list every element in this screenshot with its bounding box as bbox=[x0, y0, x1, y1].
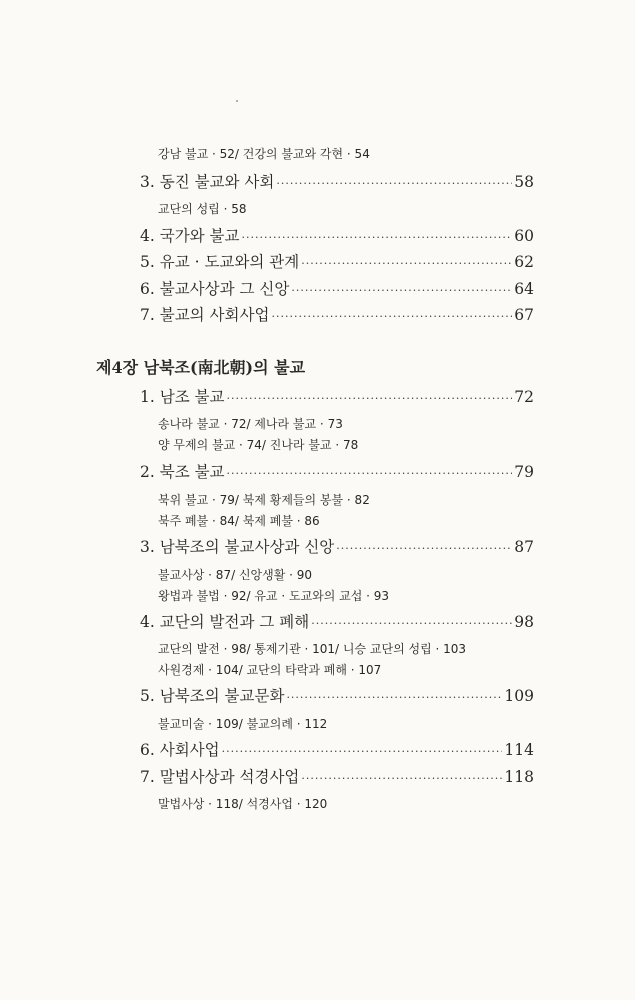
toc-entry-title: 6. 불교사상과 그 신앙 bbox=[140, 280, 290, 298]
dot-leader bbox=[271, 307, 512, 327]
dot-leader bbox=[301, 769, 502, 789]
toc-subtopics: 사원경제 · 104/ 교단의 타락과 폐해 · 107 bbox=[158, 663, 382, 677]
toc-subtopics: 양 무제의 불교 · 74/ 진나라 불교 · 78 bbox=[158, 438, 359, 452]
toc-entry bbox=[140, 612, 534, 634]
dot-leader bbox=[301, 254, 512, 274]
page-speck bbox=[236, 100, 238, 102]
toc-entry-title: 1. 남조 불교 bbox=[140, 388, 225, 406]
toc-entry-title: 7. 불교의 사회사업 bbox=[140, 306, 270, 324]
toc-subtopics: 불교미술 · 109/ 불교의례 · 112 bbox=[158, 717, 328, 731]
toc-entry-page: 118 bbox=[504, 768, 534, 786]
toc-subtopics: 강남 불교 · 52/ 건강의 불교와 각현 · 54 bbox=[158, 147, 370, 161]
toc-entry-page: 87 bbox=[514, 538, 534, 556]
toc-entry bbox=[140, 462, 534, 484]
toc-entry bbox=[140, 740, 534, 762]
toc-entry bbox=[140, 305, 534, 327]
toc-entry-title: 7. 말법사상과 석경사업 bbox=[140, 768, 300, 786]
dot-leader bbox=[336, 539, 512, 559]
dot-leader bbox=[227, 464, 513, 484]
toc-subtopics: 교단의 발전 · 98/ 통제기관 · 101/ 니승 교단의 성립 · 103 bbox=[158, 642, 467, 656]
toc-entry-page: 72 bbox=[514, 388, 534, 406]
toc-subtopics: 송나라 불교 · 72/ 제나라 불교 · 73 bbox=[158, 417, 343, 431]
toc-entry-page: 64 bbox=[514, 280, 534, 298]
dot-leader bbox=[286, 688, 502, 708]
toc-entry-page: 114 bbox=[504, 741, 534, 759]
toc-entry-page: 67 bbox=[514, 306, 534, 324]
toc-entry-title: 3. 동진 불교와 사회 bbox=[140, 173, 275, 191]
toc-subtopics: 말법사상 · 118/ 석경사업 · 120 bbox=[158, 797, 328, 811]
toc-subtopics: 불교사상 · 87/ 신앙생활 · 90 bbox=[158, 568, 313, 582]
toc-entry-page: 79 bbox=[514, 463, 534, 481]
toc-entry-page: 109 bbox=[504, 687, 534, 705]
toc-entry bbox=[140, 226, 534, 248]
toc-entry-title: 3. 남북조의 불교사상과 신앙 bbox=[140, 538, 335, 556]
toc-entry bbox=[140, 387, 534, 409]
toc-entry-title: 6. 사회사업 bbox=[140, 741, 220, 759]
toc-entry-page: 98 bbox=[514, 613, 534, 631]
toc-entry bbox=[140, 252, 534, 274]
toc-subtopics: 북주 폐불 · 84/ 북제 폐불 · 86 bbox=[158, 514, 320, 528]
dot-leader bbox=[311, 614, 512, 634]
toc-entry-page: 62 bbox=[514, 253, 534, 271]
toc-entry-title: 4. 교단의 발전과 그 폐해 bbox=[140, 613, 310, 631]
toc-subtopics: 교단의 성립 · 58 bbox=[158, 202, 247, 216]
toc-entry-title: 4. 국가와 불교 bbox=[140, 227, 240, 245]
dot-leader bbox=[222, 742, 503, 762]
chapter-heading: 제4장 남북조(南北朝)의 불교 bbox=[96, 358, 306, 377]
toc-entry bbox=[140, 279, 534, 301]
dot-leader bbox=[276, 174, 512, 194]
toc-entry bbox=[140, 767, 534, 789]
dot-leader bbox=[291, 281, 512, 301]
toc-entry bbox=[140, 686, 534, 708]
dot-leader bbox=[227, 389, 513, 409]
toc-subtopics: 북위 불교 · 79/ 북제 황제들의 봉불 · 82 bbox=[158, 493, 370, 507]
toc-entry-page: 60 bbox=[514, 227, 534, 245]
toc-entry-title: 5. 유교 · 도교와의 관계 bbox=[140, 253, 300, 271]
toc-subtopics: 왕법과 불법 · 92/ 유교 · 도교와의 교섭 · 93 bbox=[158, 589, 390, 603]
toc-entry bbox=[140, 537, 534, 559]
toc-entry-title: 2. 북조 불교 bbox=[140, 463, 225, 481]
dot-leader bbox=[242, 228, 513, 248]
toc-entry bbox=[140, 172, 534, 194]
toc-entry-page: 58 bbox=[514, 173, 534, 191]
toc-entry-title: 5. 남북조의 불교문화 bbox=[140, 687, 285, 705]
